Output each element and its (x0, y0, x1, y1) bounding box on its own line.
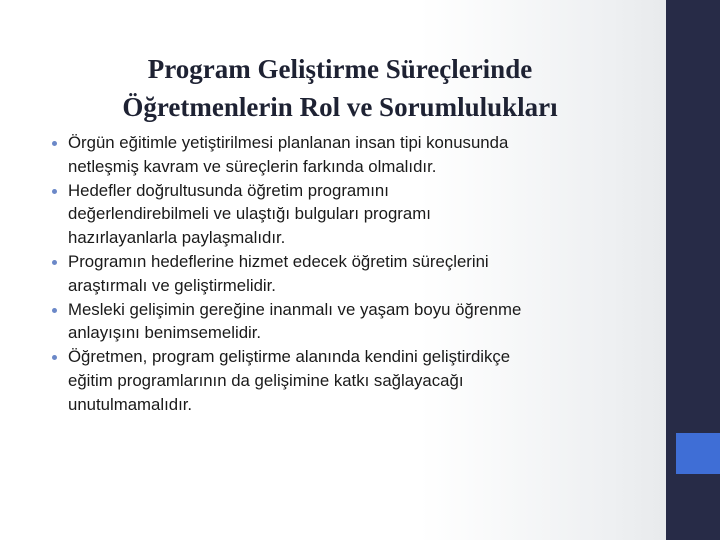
accent-block (676, 433, 720, 474)
bullet-text-line: hazırlayanlarla paylaşmalıdır. (68, 228, 286, 248)
bullet-dot-icon (52, 189, 57, 194)
bullet-dot-icon (52, 355, 57, 360)
bullet-text-line: Programın hedeflerine hizmet edecek öğretim süreçlerini (68, 251, 489, 271)
bullet-text-line: Öğretmen, program geliştirme alanında kendini geliştirdikçe (68, 347, 511, 367)
bullet-list (52, 131, 632, 417)
bullet-text-line: Örgün eğitimle yetiştirilmesi planlanan insan tipi konusunda (68, 133, 509, 152)
bullet-text-line: değerlendirebilmeli ve ulaştığı bulguları programı (68, 204, 431, 224)
title-line: Program Geliştirme Süreçlerinde (147, 54, 533, 85)
bullet-dot-icon (52, 141, 57, 146)
bullet-text-line: unutulmamalıdır. (68, 394, 193, 414)
bullet-item (52, 345, 632, 416)
slide-title (40, 50, 640, 126)
bullet-text-line: Hedefler doğrultusunda öğretim programını (68, 180, 389, 200)
bullet-text-line: anlayışını benimsemelidir. (68, 323, 262, 343)
bullet-item (52, 250, 632, 298)
bullet-item (52, 298, 632, 346)
bullet-text-line: araştırmalı ve geliştirmelidir. (68, 275, 276, 295)
bullet-dot-icon (52, 260, 57, 265)
title-line: Öğretmenlerin Rol ve Sorumlulukları (122, 92, 558, 123)
bullet-item (52, 179, 632, 250)
bullet-text-line: netleşmiş kavram ve süreçlerin farkında olmalıdır. (68, 156, 437, 176)
bullet-text-line: Mesleki gelişimin gereğine inanmalı ve yaşam boyu öğrenme (68, 299, 522, 319)
bullet-text-line: eğitim programlarının da gelişimine katkı sağlayacağı (68, 370, 464, 390)
bullet-dot-icon (52, 308, 57, 313)
bullet-item (52, 131, 632, 179)
